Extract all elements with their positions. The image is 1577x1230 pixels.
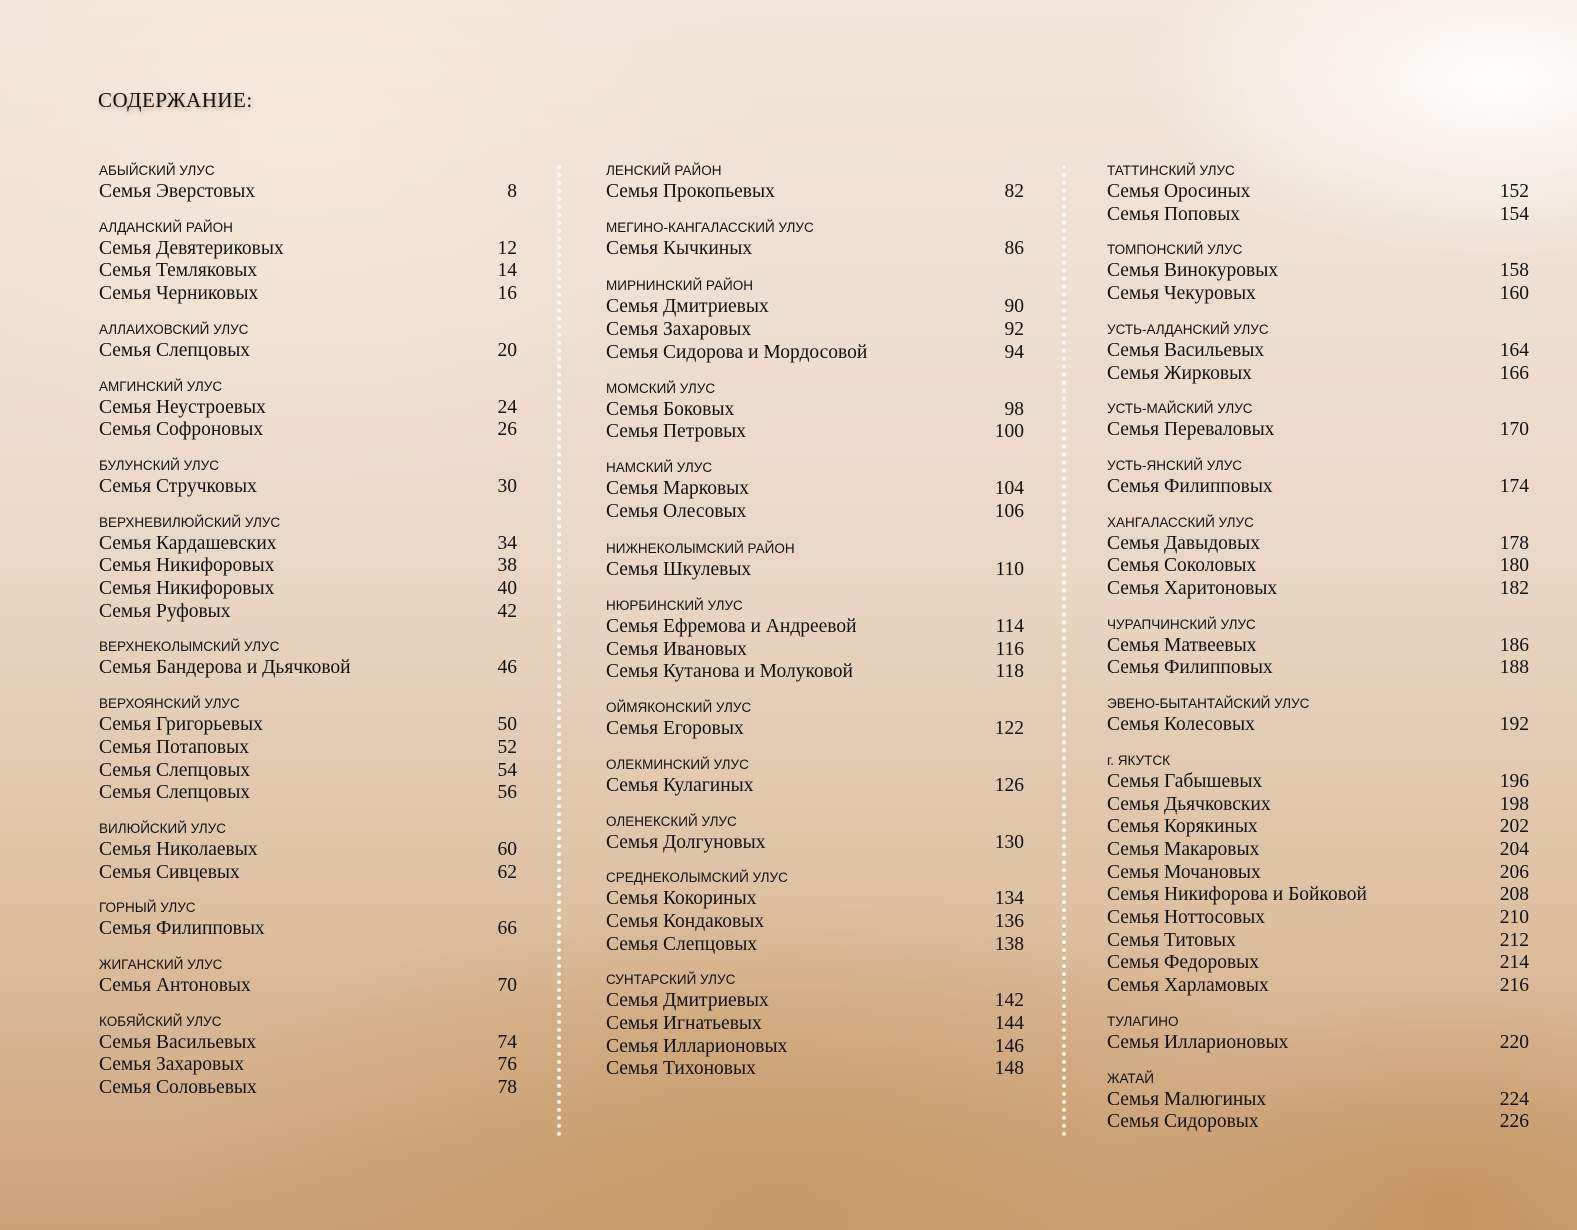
region-heading: МИРНИНСКИЙ РАЙОН bbox=[606, 278, 753, 294]
toc-entry bbox=[99, 419, 517, 442]
toc-section bbox=[606, 814, 1024, 855]
toc-entry bbox=[1107, 1111, 1529, 1134]
toc-entry bbox=[606, 342, 1024, 365]
region-heading: АМГИНСКИЙ УЛУС bbox=[99, 378, 223, 394]
toc-entry bbox=[1107, 578, 1529, 601]
toc-entry bbox=[1107, 657, 1529, 680]
toc-section bbox=[1107, 458, 1529, 499]
family-name: Семья Софроновых bbox=[99, 419, 264, 441]
page-number: 86 bbox=[1004, 237, 1024, 259]
family-name: Семья Макаровых bbox=[1107, 838, 1260, 860]
page-number: 54 bbox=[497, 759, 517, 781]
page-number: 30 bbox=[497, 475, 517, 497]
page-number: 52 bbox=[497, 736, 517, 758]
family-name: Семья Николаевых bbox=[99, 838, 258, 860]
page-number: 152 bbox=[1499, 181, 1529, 202]
family-name: Семья Захаровых bbox=[606, 319, 752, 341]
toc-entry bbox=[606, 1013, 1024, 1036]
page-number: 174 bbox=[1499, 475, 1529, 497]
region-heading: ВЕРХНЕВИЛЮЙСКИЙ УЛУС bbox=[99, 514, 281, 530]
region-heading: МОМСКИЙ УЛУС bbox=[606, 380, 716, 396]
toc-entry bbox=[1107, 340, 1529, 363]
region-heading: ТОМПОНСКИЙ УЛУС bbox=[1107, 242, 1243, 258]
page-number: 142 bbox=[994, 990, 1024, 1012]
toc-column-2 bbox=[606, 163, 1024, 1097]
toc-section bbox=[1107, 1014, 1529, 1055]
toc-entry bbox=[1107, 1089, 1529, 1112]
region-heading: АБЫЙСКИЙ УЛУС bbox=[99, 163, 215, 178]
page-number: 220 bbox=[1499, 1031, 1529, 1053]
page-number: 144 bbox=[994, 1013, 1024, 1035]
toc-entry bbox=[99, 283, 517, 306]
toc-entry bbox=[99, 601, 517, 624]
toc-section bbox=[606, 700, 1024, 741]
region-heading: ВЕРХНЕКОЛЫМСКИЙ УЛУС bbox=[99, 639, 280, 655]
page-number: 208 bbox=[1499, 884, 1529, 906]
toc-entry bbox=[1107, 714, 1529, 737]
family-name: Семья Дьячковских bbox=[1107, 793, 1271, 815]
toc-entry bbox=[99, 1032, 517, 1055]
toc-entry bbox=[1107, 555, 1529, 578]
region-heading: ЭВЕНО-БЫТАНТАЙСКИЙ УЛУС bbox=[1107, 696, 1310, 712]
toc-entry bbox=[1107, 181, 1529, 204]
toc-entry bbox=[606, 775, 1024, 798]
toc-entry bbox=[606, 911, 1024, 934]
region-heading: ЛЕНСКИЙ РАЙОН bbox=[606, 163, 722, 178]
page-number: 100 bbox=[994, 421, 1024, 443]
toc-section bbox=[99, 515, 517, 624]
region-heading: г. ЯКУТСК bbox=[1107, 752, 1170, 768]
toc-section bbox=[606, 381, 1024, 444]
region-heading: ВИЛЮЙСКИЙ УЛУС bbox=[99, 820, 226, 836]
page-number: 178 bbox=[1499, 532, 1529, 554]
page-number: 216 bbox=[1499, 975, 1529, 997]
page-number: 118 bbox=[995, 661, 1024, 683]
column-divider-1 bbox=[557, 165, 561, 1137]
toc-entry bbox=[606, 181, 1024, 204]
family-name: Семья Антоновых bbox=[99, 975, 251, 997]
toc-entry bbox=[1107, 283, 1529, 306]
toc-section bbox=[606, 870, 1024, 956]
page-number: 164 bbox=[1499, 339, 1529, 361]
toc-section bbox=[99, 220, 517, 306]
toc-section bbox=[1107, 753, 1529, 998]
toc-entry bbox=[1107, 952, 1529, 975]
page-number: 38 bbox=[497, 555, 517, 577]
toc-section bbox=[1107, 322, 1529, 385]
toc-entry bbox=[606, 501, 1024, 524]
family-name: Семья Харламовых bbox=[1107, 975, 1269, 997]
family-name: Семья Соловьевых bbox=[99, 1077, 257, 1099]
family-name: Семья Сидоровых bbox=[1107, 1111, 1259, 1133]
family-name: Семья Ивановых bbox=[606, 638, 747, 660]
region-heading: УСТЬ-АЛДАНСКИЙ УЛУС bbox=[1107, 321, 1269, 337]
page-number: 202 bbox=[1499, 816, 1529, 838]
region-heading: СУНТАРСКИЙ УЛУС bbox=[606, 972, 736, 988]
toc-entry bbox=[1107, 862, 1529, 885]
page-number: 180 bbox=[1499, 555, 1529, 577]
region-heading: ХАНГАЛАССКИЙ УЛУС bbox=[1107, 514, 1254, 530]
family-name: Семья Матвеевых bbox=[1107, 634, 1257, 656]
family-name: Семья Тихоновых bbox=[606, 1058, 756, 1080]
family-name: Семья Черниковых bbox=[99, 283, 259, 305]
page-number: 34 bbox=[497, 532, 517, 554]
region-heading: ОЙМЯКОНСКИЙ УЛУС bbox=[606, 700, 752, 716]
toc-entry bbox=[1107, 1032, 1529, 1055]
page-number: 60 bbox=[497, 838, 517, 860]
family-name: Семья Сивцевых bbox=[99, 861, 240, 883]
page-number: 186 bbox=[1499, 634, 1529, 656]
family-name: Семья Кутанова и Молуковой bbox=[606, 661, 853, 683]
toc-entry bbox=[99, 1077, 517, 1100]
family-name: Семья Никифоровых bbox=[99, 555, 275, 577]
region-heading: ТАТТИНСКИЙ УЛУС bbox=[1107, 163, 1235, 178]
toc-entry bbox=[99, 657, 517, 680]
family-name: Семья Темляковых bbox=[99, 260, 258, 282]
family-name: Семья Никифорова и Бойковой bbox=[1107, 884, 1367, 906]
page-number: 146 bbox=[994, 1035, 1024, 1057]
toc-entry bbox=[606, 1036, 1024, 1059]
family-name: Семья Никифоровых bbox=[99, 578, 275, 600]
page-number: 82 bbox=[1004, 181, 1024, 202]
toc-section bbox=[1107, 242, 1529, 305]
toc-section bbox=[1107, 163, 1529, 226]
toc-section bbox=[606, 757, 1024, 798]
toc-section bbox=[99, 458, 517, 499]
family-name: Семья Корякиных bbox=[1107, 816, 1258, 838]
page-number: 188 bbox=[1499, 657, 1529, 679]
page-number: 26 bbox=[497, 419, 517, 441]
family-name: Семья Сидорова и Мордосовой bbox=[606, 341, 868, 363]
region-heading: ОЛЕНЕКСКИЙ УЛУС bbox=[606, 813, 737, 829]
family-name: Семья Жирковых bbox=[1107, 362, 1252, 384]
page-number: 126 bbox=[994, 774, 1024, 796]
family-name: Семья Кулагиных bbox=[606, 774, 754, 796]
toc-entry bbox=[606, 478, 1024, 501]
page-number: 212 bbox=[1499, 929, 1529, 951]
page-number: 138 bbox=[994, 933, 1024, 955]
toc-entry bbox=[606, 990, 1024, 1013]
family-name: Семья Васильевых bbox=[1107, 339, 1265, 361]
toc-entry bbox=[606, 319, 1024, 342]
family-name: Семья Игнатьевых bbox=[606, 1013, 762, 1035]
toc-entry bbox=[606, 832, 1024, 855]
page-number: 158 bbox=[1499, 260, 1529, 282]
page-number: 116 bbox=[995, 638, 1024, 660]
family-name: Семья Петровых bbox=[606, 421, 747, 443]
toc-entry bbox=[1107, 771, 1529, 794]
toc-entry bbox=[606, 718, 1024, 741]
page-number: 166 bbox=[1499, 362, 1529, 384]
toc-section bbox=[99, 821, 517, 884]
toc-section bbox=[99, 1014, 517, 1100]
toc-entry bbox=[99, 760, 517, 783]
family-name: Семья Шкулевых bbox=[606, 559, 752, 581]
page-number: 76 bbox=[497, 1054, 517, 1076]
toc-entry bbox=[99, 181, 517, 204]
toc-section bbox=[606, 541, 1024, 582]
family-name: Семья Поповых bbox=[1107, 203, 1241, 225]
family-name: Семья Кондаковых bbox=[606, 910, 765, 932]
page-number: 40 bbox=[497, 578, 517, 600]
toc-entry bbox=[1107, 363, 1529, 386]
region-heading: БУЛУНСКИЙ УЛУС bbox=[99, 457, 219, 473]
region-heading: НАМСКИЙ УЛУС bbox=[606, 459, 713, 475]
column-divider-2 bbox=[1062, 165, 1066, 1137]
toc-entry bbox=[606, 1058, 1024, 1081]
page-number: 114 bbox=[995, 616, 1024, 638]
toc-entry bbox=[1107, 260, 1529, 283]
toc-entry bbox=[99, 714, 517, 737]
family-name: Семья Егоровых bbox=[606, 718, 744, 740]
page-number: 8 bbox=[507, 181, 517, 202]
toc-entry bbox=[99, 340, 517, 363]
page-title: СОДЕРЖАНИЕ: bbox=[98, 88, 253, 112]
family-name: Семья Чекуровых bbox=[1107, 283, 1256, 305]
page-number: 78 bbox=[497, 1077, 517, 1099]
family-name: Семья Винокуровых bbox=[1107, 260, 1279, 282]
toc-entry bbox=[1107, 794, 1529, 817]
toc-entry bbox=[606, 616, 1024, 639]
page-number: 66 bbox=[497, 918, 517, 940]
toc-entry bbox=[606, 238, 1024, 261]
page-number: 170 bbox=[1499, 419, 1529, 441]
toc-column-3 bbox=[1107, 163, 1529, 1150]
toc-entry bbox=[99, 1054, 517, 1077]
toc-entry bbox=[606, 296, 1024, 319]
region-heading: ГОРНЫЙ УЛУС bbox=[99, 900, 196, 916]
family-name: Семья Потаповых bbox=[99, 736, 249, 758]
toc-entry bbox=[606, 559, 1024, 582]
region-heading: ОЛЕКМИНСКИЙ УЛУС bbox=[606, 756, 749, 772]
page-number: 20 bbox=[497, 339, 517, 361]
page-number: 224 bbox=[1499, 1088, 1529, 1110]
toc-section bbox=[99, 163, 517, 204]
family-name: Семья Филипповых bbox=[1107, 657, 1273, 679]
page-number: 148 bbox=[994, 1058, 1024, 1080]
region-heading: СРЕДНЕКОЛЫМСКИЙ УЛУС bbox=[606, 870, 788, 886]
toc-section bbox=[1107, 401, 1529, 442]
family-name: Семья Захаровых bbox=[99, 1054, 245, 1076]
family-name: Семья Боковых bbox=[606, 398, 735, 420]
family-name: Семья Эверстовых bbox=[99, 181, 256, 202]
family-name: Семья Соколовых bbox=[1107, 555, 1257, 577]
toc-entry bbox=[1107, 533, 1529, 556]
page-number: 110 bbox=[995, 559, 1024, 581]
page-number: 214 bbox=[1499, 952, 1529, 974]
family-name: Семья Федоровых bbox=[1107, 952, 1260, 974]
toc-entry bbox=[606, 399, 1024, 422]
family-name: Семья Девятериковых bbox=[99, 237, 284, 259]
toc-section bbox=[1107, 617, 1529, 680]
toc-entry bbox=[99, 918, 517, 941]
family-name: Семья Ефремова и Андреевой bbox=[606, 616, 857, 638]
region-heading: НЮРБИНСКИЙ УЛУС bbox=[606, 598, 743, 614]
toc-entry bbox=[99, 839, 517, 862]
page-number: 160 bbox=[1499, 283, 1529, 305]
toc-entry bbox=[1107, 975, 1529, 998]
toc-section bbox=[606, 598, 1024, 684]
page-number: 134 bbox=[994, 888, 1024, 910]
page-number: 122 bbox=[994, 718, 1024, 740]
page-number: 90 bbox=[1004, 296, 1024, 318]
toc-entry bbox=[1107, 476, 1529, 499]
page-number: 154 bbox=[1499, 203, 1529, 225]
page-number: 16 bbox=[497, 283, 517, 305]
page-number: 98 bbox=[1004, 398, 1024, 420]
toc-section bbox=[606, 163, 1024, 204]
page-number: 182 bbox=[1499, 578, 1529, 600]
page-number: 46 bbox=[497, 657, 517, 679]
family-name: Семья Бандерова и Дьячковой bbox=[99, 657, 351, 679]
toc-entry bbox=[606, 639, 1024, 662]
toc-entry bbox=[99, 260, 517, 283]
toc-entry bbox=[1107, 884, 1529, 907]
toc-section bbox=[1107, 696, 1529, 737]
toc-section bbox=[606, 460, 1024, 523]
toc-entry bbox=[99, 737, 517, 760]
family-name: Семья Марковых bbox=[606, 477, 750, 499]
region-heading: АЛЛАИХОВСКИЙ УЛУС bbox=[99, 321, 249, 337]
family-name: Семья Прокопьевых bbox=[606, 181, 775, 202]
region-heading: ВЕРХОЯНСКИЙ УЛУС bbox=[99, 696, 240, 712]
page-number: 94 bbox=[1004, 341, 1024, 363]
page-number: 24 bbox=[497, 396, 517, 418]
family-name: Семья Харитоновых bbox=[1107, 578, 1278, 600]
family-name: Семья Стручковых bbox=[99, 475, 257, 497]
region-heading: ЖИГАНСКИЙ УЛУС bbox=[99, 957, 223, 973]
toc-entry bbox=[99, 578, 517, 601]
toc-entry bbox=[606, 934, 1024, 957]
toc-entry bbox=[1107, 816, 1529, 839]
page-number: 104 bbox=[994, 477, 1024, 499]
family-name: Семья Малюгиных bbox=[1107, 1088, 1267, 1110]
family-name: Семья Григорьевых bbox=[99, 714, 263, 736]
toc-entry bbox=[99, 862, 517, 885]
toc-column-1 bbox=[99, 163, 517, 1116]
toc-entry bbox=[1107, 930, 1529, 953]
toc-section bbox=[99, 639, 517, 680]
family-name: Семья Илларионовых bbox=[606, 1035, 788, 1057]
family-name: Семья Кокориных bbox=[606, 888, 757, 910]
page-number: 74 bbox=[497, 1031, 517, 1053]
toc-entry bbox=[99, 782, 517, 805]
family-name: Семья Филипповых bbox=[1107, 475, 1273, 497]
toc-section bbox=[99, 322, 517, 363]
page-number: 196 bbox=[1499, 770, 1529, 792]
family-name: Семья Колесовых bbox=[1107, 714, 1255, 736]
family-name: Семья Кычкиных bbox=[606, 237, 753, 259]
toc-entry bbox=[606, 661, 1024, 684]
region-heading: МЕГИНО-КАНГАЛАССКИЙ УЛУС bbox=[606, 219, 814, 235]
toc-section bbox=[99, 957, 517, 998]
page-number: 210 bbox=[1499, 907, 1529, 929]
page-number: 50 bbox=[497, 714, 517, 736]
family-name: Семья Кардашевских bbox=[99, 532, 277, 554]
toc-entry bbox=[99, 476, 517, 499]
page-number: 130 bbox=[994, 831, 1024, 853]
page-number: 62 bbox=[497, 861, 517, 883]
toc-section bbox=[1107, 1071, 1529, 1134]
region-heading: УСТЬ-МАЙСКИЙ УЛУС bbox=[1107, 401, 1253, 417]
family-name: Семья Габышевых bbox=[1107, 770, 1263, 792]
page-number: 92 bbox=[1004, 319, 1024, 341]
region-heading: АЛДАНСКИЙ РАЙОН bbox=[99, 219, 233, 235]
region-heading: НИЖНЕКОЛЫМСКИЙ РАЙОН bbox=[606, 541, 795, 557]
family-name: Семья Титовых bbox=[1107, 929, 1236, 951]
page-number: 136 bbox=[994, 910, 1024, 932]
toc-entry bbox=[99, 533, 517, 556]
page-number: 192 bbox=[1499, 714, 1529, 736]
toc-entry bbox=[99, 397, 517, 420]
family-name: Семья Неустроевых bbox=[99, 396, 266, 418]
toc-entry bbox=[1107, 635, 1529, 658]
toc-section bbox=[606, 972, 1024, 1081]
toc-section bbox=[99, 379, 517, 442]
family-name: Семья Илларионовых bbox=[1107, 1031, 1289, 1053]
page-number: 206 bbox=[1499, 861, 1529, 883]
family-name: Семья Филипповых bbox=[99, 918, 265, 940]
page-number: 56 bbox=[497, 782, 517, 804]
region-heading: УСТЬ-ЯНСКИЙ УЛУС bbox=[1107, 457, 1243, 473]
family-name: Семья Дмитриевых bbox=[606, 990, 769, 1012]
family-name: Семья Долгуновых bbox=[606, 831, 766, 853]
toc-entry bbox=[606, 888, 1024, 911]
family-name: Семья Ноттосовых bbox=[1107, 907, 1266, 929]
toc-entry bbox=[1107, 907, 1529, 930]
family-name: Семья Слепцовых bbox=[99, 339, 251, 361]
family-name: Семья Слепцовых bbox=[99, 759, 251, 781]
page-number: 70 bbox=[497, 975, 517, 997]
region-heading: ТУЛАГИНО bbox=[1107, 1013, 1179, 1029]
page-number: 42 bbox=[497, 600, 517, 622]
family-name: Семья Олесовых bbox=[606, 500, 747, 522]
toc-section bbox=[1107, 515, 1529, 601]
toc-section bbox=[606, 278, 1024, 364]
family-name: Семья Слепцовых bbox=[99, 782, 251, 804]
family-name: Семья Дмитриевых bbox=[606, 296, 769, 318]
family-name: Семья Переваловых bbox=[1107, 419, 1275, 441]
toc-section bbox=[99, 900, 517, 941]
family-name: Семья Васильевых bbox=[99, 1031, 257, 1053]
family-name: Семья Мочановых bbox=[1107, 861, 1261, 883]
toc-entry bbox=[606, 421, 1024, 444]
toc-entry bbox=[1107, 419, 1529, 442]
family-name: Семья Слепцовых bbox=[606, 933, 758, 955]
region-heading: ЖАТАЙ bbox=[1107, 1070, 1154, 1086]
page-number: 226 bbox=[1499, 1111, 1529, 1133]
page-number: 106 bbox=[994, 500, 1024, 522]
toc-entry bbox=[99, 555, 517, 578]
page-number: 198 bbox=[1499, 793, 1529, 815]
toc-section bbox=[99, 696, 517, 805]
toc-section bbox=[606, 220, 1024, 261]
page-number: 14 bbox=[497, 260, 517, 282]
toc-entry bbox=[99, 975, 517, 998]
toc-entry bbox=[99, 238, 517, 261]
family-name: Семья Давыдовых bbox=[1107, 532, 1260, 554]
family-name: Семья Руфовых bbox=[99, 600, 231, 622]
region-heading: КОБЯЙСКИЙ УЛУС bbox=[99, 1013, 222, 1029]
page-number: 204 bbox=[1499, 838, 1529, 860]
family-name: Семья Оросиных bbox=[1107, 181, 1251, 202]
page-number: 12 bbox=[497, 237, 517, 259]
toc-entry bbox=[1107, 839, 1529, 862]
region-heading: ЧУРАПЧИНСКИЙ УЛУС bbox=[1107, 616, 1256, 632]
toc-entry bbox=[1107, 204, 1529, 227]
